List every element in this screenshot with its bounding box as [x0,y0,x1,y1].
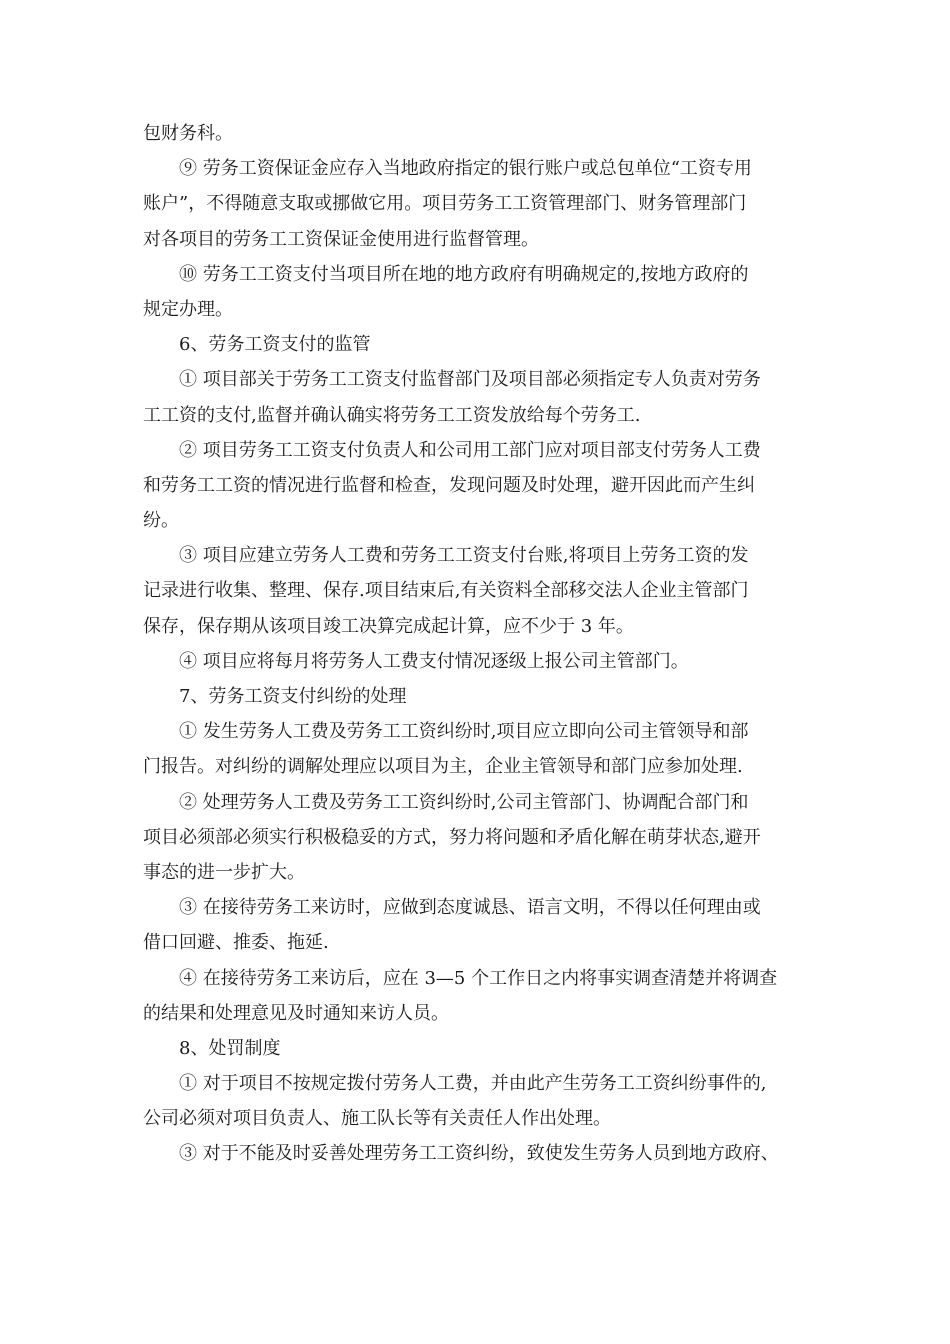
document-body [143,116,813,1172]
text-line: ② 处理劳务人工费及劳务工工资纠纷时,公司主管部门、协调配合部门和 [179,791,749,813]
text-line: 7、劳务工资支付纠纷的处理 [179,686,407,707]
text-line: ① 发生劳务人工费及劳务工工资纠纷时,项目应立即向公司主管领导和部 [179,721,749,743]
text-line: 和劳务工工资的情况进行监督和检查，发现问题及时处理，避开因此而产生纠 [143,474,755,496]
text-line: ② 项目劳务工工资支付负责人和公司用工部门应对项目部支付劳务人工费 [179,439,761,461]
text-line: 规定办理。 [143,298,233,320]
text-line: ⑩ 劳务工工资支付当项目所在地的地方政府有明确规定的,按地方政府的 [179,263,749,285]
text-line: 对各项目的劳务工工资保证金使用进行监督管理。 [143,228,539,250]
text-line: 记录进行收集、整理、保存.项目结束后,有关资料全部移交法人企业主管部门 [143,580,749,602]
text-line: 账户”，不得随意支取或挪做它用。项目劳务工工资管理部门、财务管理部门 [143,193,747,215]
text-line: 公司必须对项目负责人、施工队长等有关责任人作出处理。 [143,1108,611,1130]
text-line: 项目必须部必须实行积极稳妥的方式，努力将问题和矛盾化解在萌芽状态,避开 [143,826,761,848]
text-line: ① 对于项目不按规定拨付劳务人工费，并由此产生劳务工工资纠纷事件的, [179,1073,767,1095]
text-line: 8、处罚制度 [179,1037,281,1059]
text-line: 事态的进一步扩大。 [143,861,305,883]
text-line: 保存，保存期从该项目竣工决算完成起计算，应不少于 3 年。 [143,615,634,637]
text-line: ③ 对于不能及时妥善处理劳务工工资纠纷，致使发生劳务人员到地方政府、 [179,1143,779,1165]
text-line: 包财务科。 [143,123,233,144]
text-line: 门报告。对纠纷的调解处理应以项目为主，企业主管领导和部门应参加处理. [143,756,743,778]
text-line: 借口回避、推委、拖延. [143,932,329,954]
text-line: 工工资的支付,监督并确认确实将劳务工工资发放给每个劳务工. [143,404,641,426]
text-line: 的结果和处理意见及时通知来访人员。 [143,1002,449,1024]
text-line: 纷。 [143,510,179,532]
text-line: ④ 在接待劳务工来访后，应在 3—5 个工作日之内将事实调查清楚并将调查 [179,967,778,989]
text-line: ④ 项目应将每月将劳务人工费支付情况逐级上报公司主管部门。 [179,650,689,672]
text-line: ③ 在接待劳务工来访时，应做到态度诚恳、语言文明，不得以任何理由或 [179,897,761,919]
text-line: ⑨ 劳务工资保证金应存入当地政府指定的银行账户或总包单位“工资专用 [179,158,752,180]
text-line: 6、劳务工资支付的监管 [179,334,371,356]
text-line: ① 项目部关于劳务工工资支付监督部门及项目部必须指定专人负责对劳务 [179,369,761,391]
text-line: ③ 项目应建立劳务人工费和劳务工工资支付台账,将项目上劳务工资的发 [179,545,749,567]
